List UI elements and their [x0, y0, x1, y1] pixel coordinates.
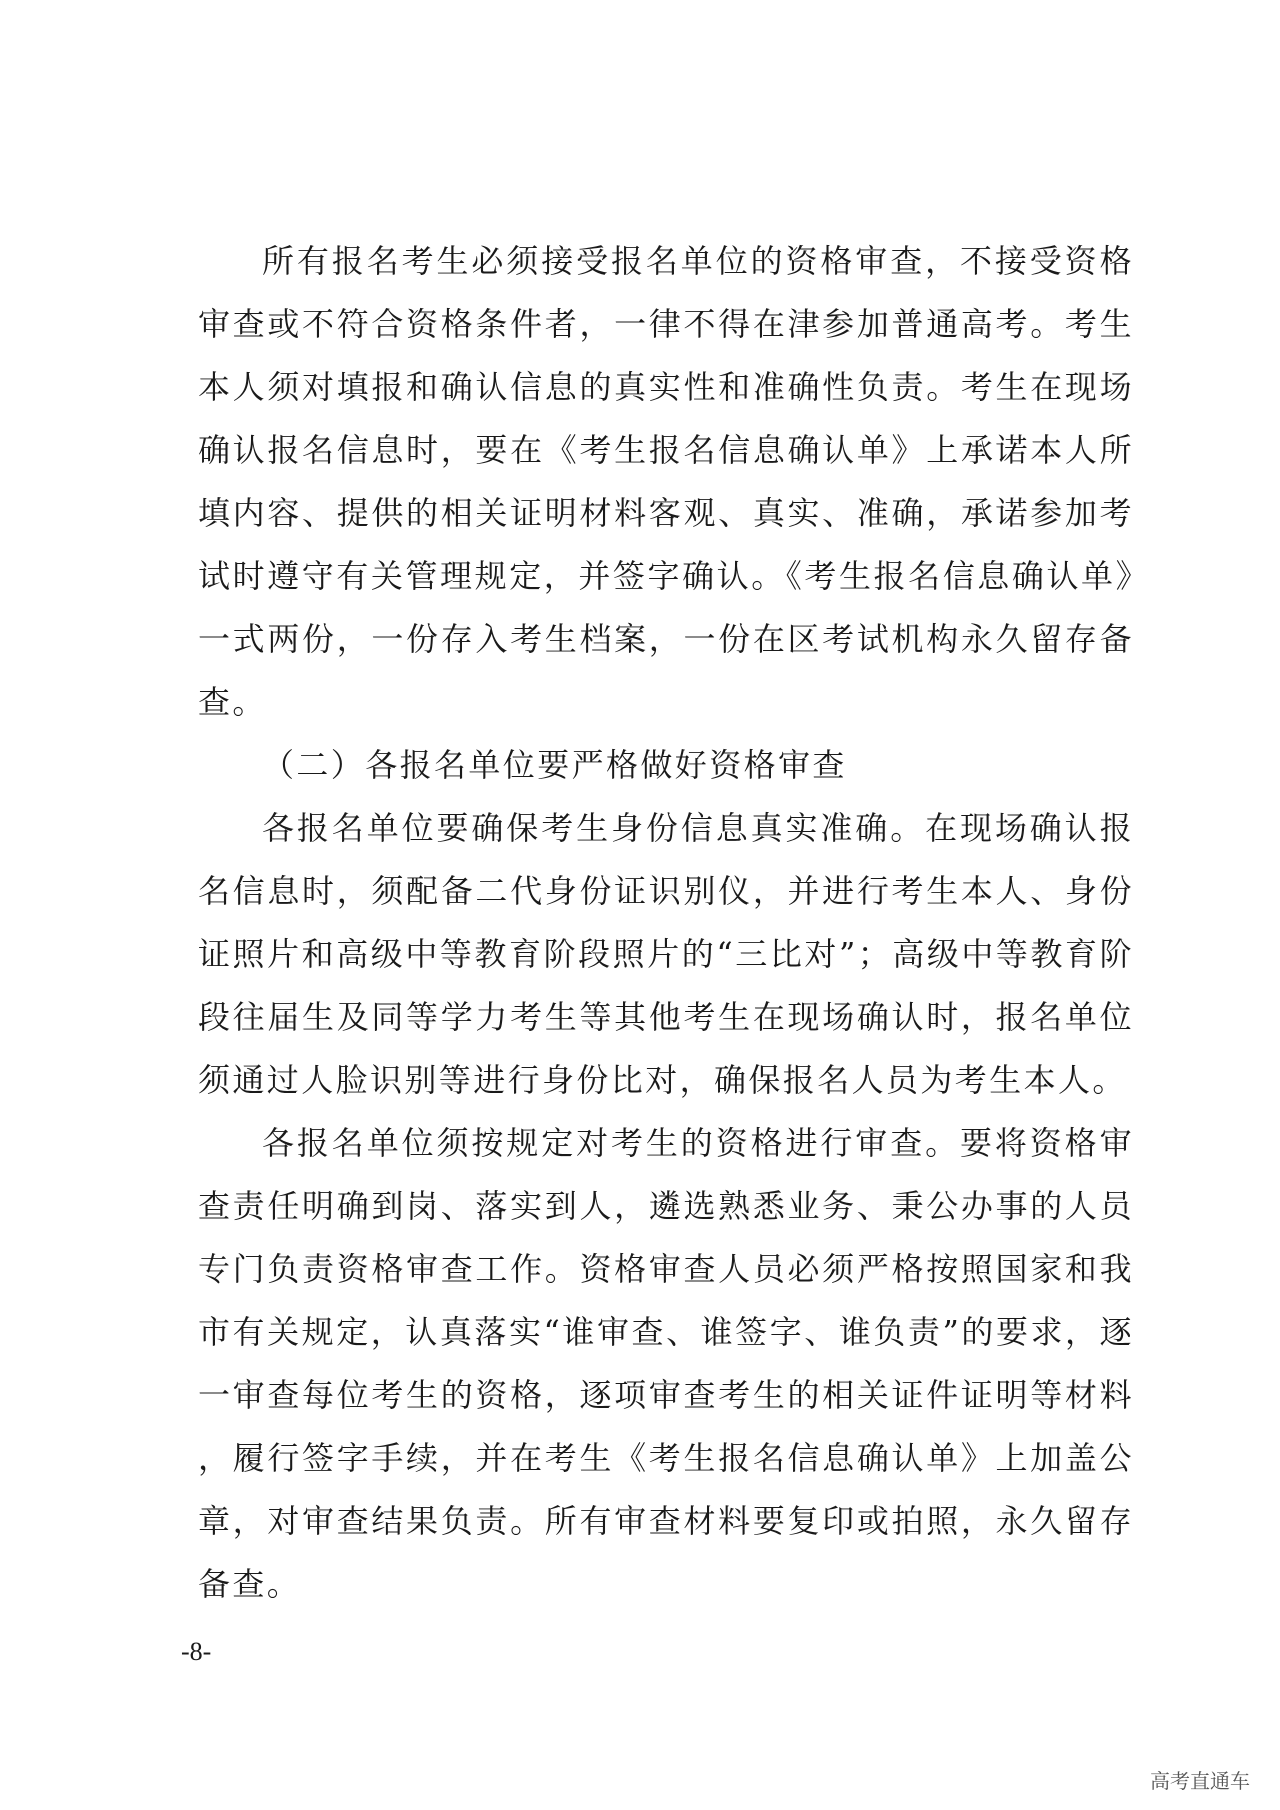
paragraph-identity-verification: 各报名单位要确保考生身份信息真实准确。在现场确认报名信息时，须配备二代身份证识别仪，并进行考生本人、身份证照片和高级中等教育阶段照片的“三比对”；高级中等教育阶段往届生及同等学力考生等其他考生在现场确认时，报名单位须通过人脸识别等进行身份比对，确保报名人员为考生本人。 [198, 809, 1134, 1099]
page-number: -8- [181, 1637, 212, 1666]
paragraph-review-responsibility: 各报名单位须按规定对考生的资格进行审查。要将资格审查责任明确到岗、落实到人，遴选熟悉业务、秉公办事的人员专门负责资格审查工作。资格审查人员必须严格按照国家和我市有关规定，认真落实“谁审查、谁签字、谁负责”的要求，逐一审查每位考生的资格，逐项审查考生的相关证件证明等材料，履行签字手续，并在考生《考生报名信息确认单》上加盖公章，对审查结果负责。所有审查材料要复印或拍照，永久留存备查。 [198, 1124, 1134, 1603]
section-heading: （二）各报名单位要严格做好资格审查 [262, 746, 847, 784]
watermark: 高考直通车 [1150, 1769, 1250, 1793]
document-body [198, 230, 1134, 1616]
paragraph-qualification-review: 所有报名考生必须接受报名单位的资格审查，不接受资格审查或不符合资格条件者，一律不得在津参加普通高考。考生本人须对填报和确认信息的真实性和准确性负责。考生在现场确认报名信息时，要在《考生报名信息确认单》上承诺本人所填内容、提供的相关证明材料客观、真实、准确，承诺参加考试时遵守有关管理规定，并签字确认。《考生报名信息确认单》一式两份，一份存入考生档案，一份在区考试机构永久留存备查。 [198, 242, 1134, 721]
